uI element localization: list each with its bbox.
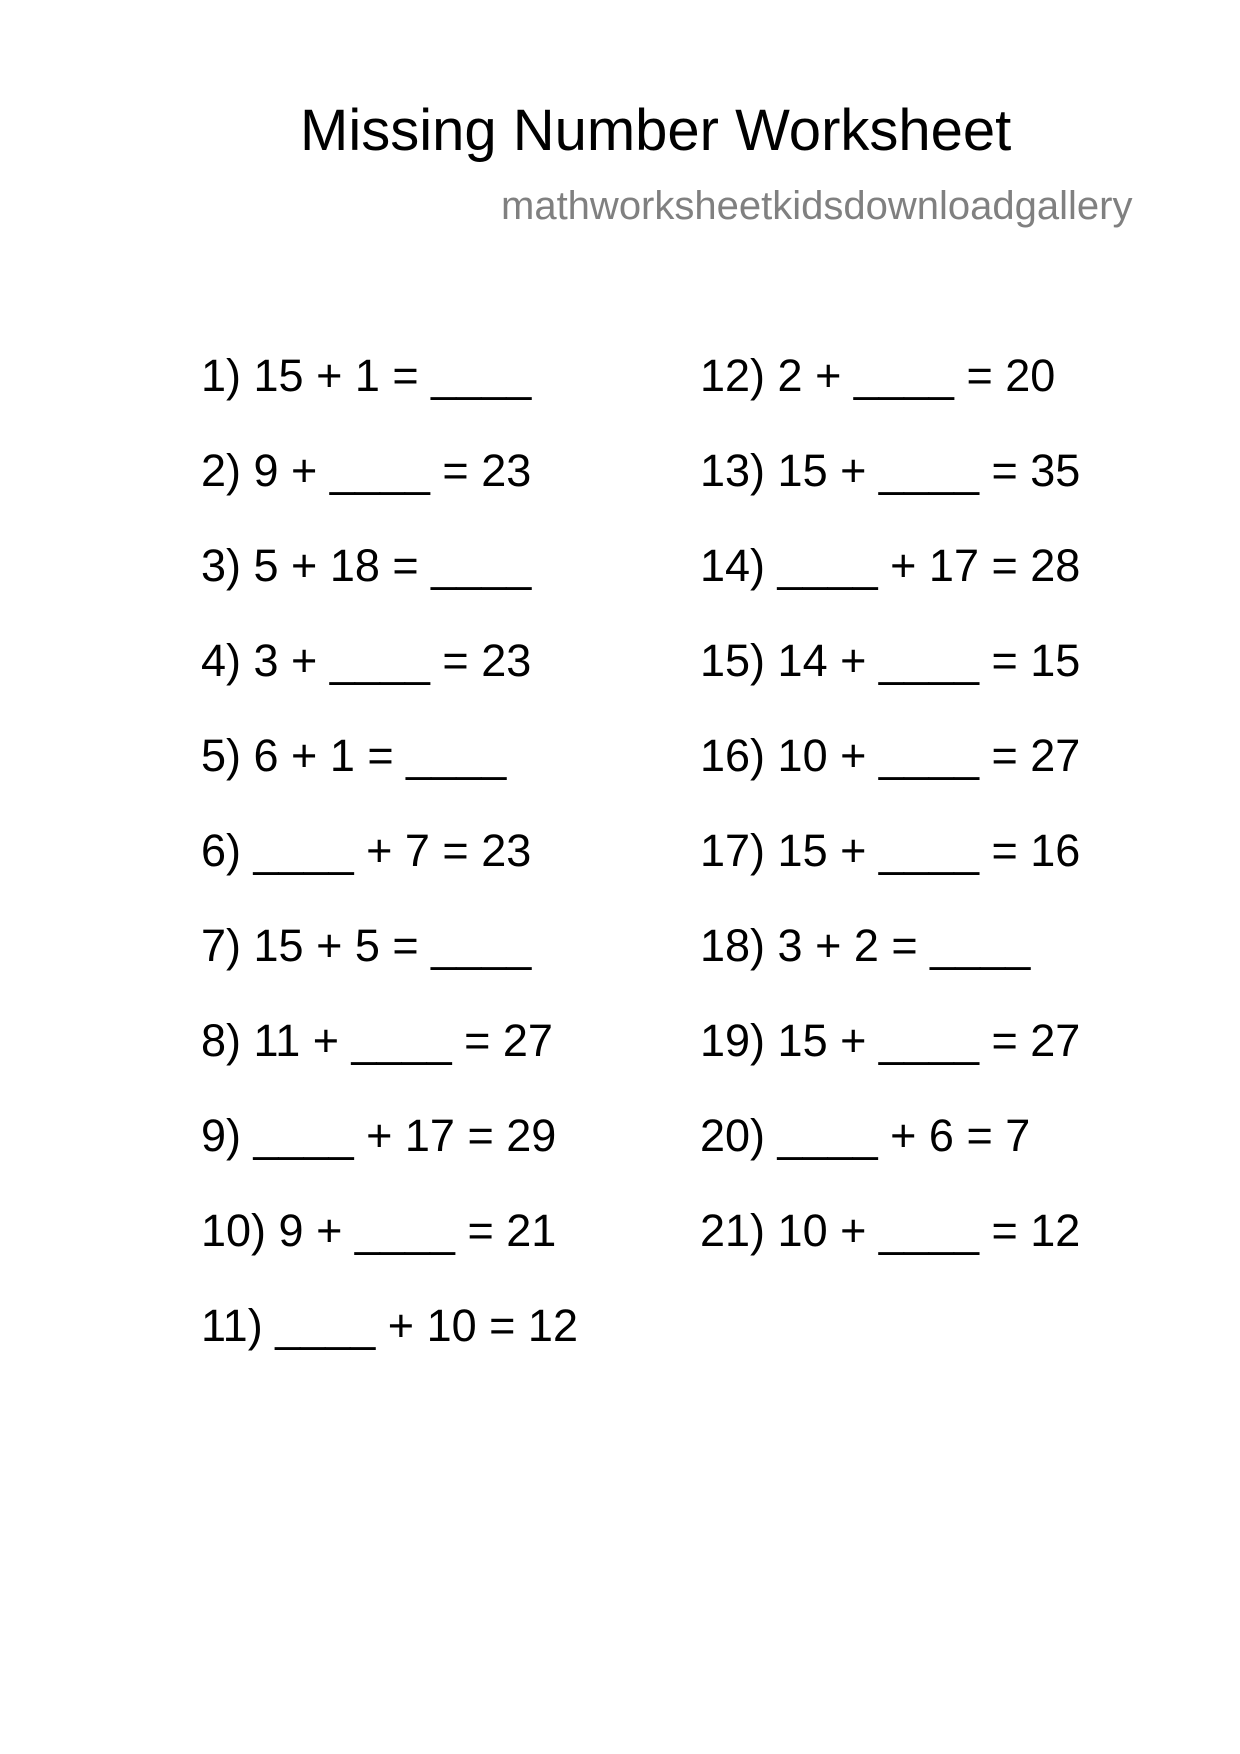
problems-right-column	[700, 348, 1080, 1298]
problem-21: 21) 10 + ____ = 12	[700, 1205, 1081, 1256]
problem-9: 9) ____ + 17 = 29	[201, 1110, 557, 1161]
problem-2: 2) 9 + ____ = 23	[201, 445, 532, 496]
problem-12: 12) 2 + ____ = 20	[700, 350, 1056, 401]
problem-11: 11) ____ + 10 = 12	[201, 1300, 578, 1351]
problem-1: 1) 15 + 1 = ____	[201, 350, 532, 401]
problem-14: 14) ____ + 17 = 28	[700, 540, 1081, 591]
problem-8: 8) 11 + ____ = 27	[201, 1015, 553, 1066]
problem-18: 18) 3 + 2 = ____	[700, 920, 1031, 971]
problem-10: 10) 9 + ____ = 21	[201, 1205, 557, 1256]
problem-4: 4) 3 + ____ = 23	[201, 635, 532, 686]
problem-19: 19) 15 + ____ = 27	[700, 1015, 1081, 1066]
problem-20: 20) ____ + 6 = 7	[700, 1110, 1031, 1161]
watermark: mathworksheetkidsdownloadgallery	[501, 184, 1133, 228]
problem-15: 15) 14 + ____ = 15	[700, 635, 1081, 686]
problem-13: 13) 15 + ____ = 35	[700, 445, 1081, 496]
worksheet-title: Missing Number Worksheet	[300, 98, 1012, 163]
problem-17: 17) 15 + ____ = 16	[700, 825, 1081, 876]
problems-left-column	[201, 348, 578, 1393]
problem-5: 5) 6 + 1 = ____	[201, 730, 507, 781]
problem-7: 7) 15 + 5 = ____	[201, 920, 532, 971]
problem-3: 3) 5 + 18 = ____	[201, 540, 532, 591]
problem-16: 16) 10 + ____ = 27	[700, 730, 1081, 781]
problem-6: 6) ____ + 7 = 23	[201, 825, 532, 876]
